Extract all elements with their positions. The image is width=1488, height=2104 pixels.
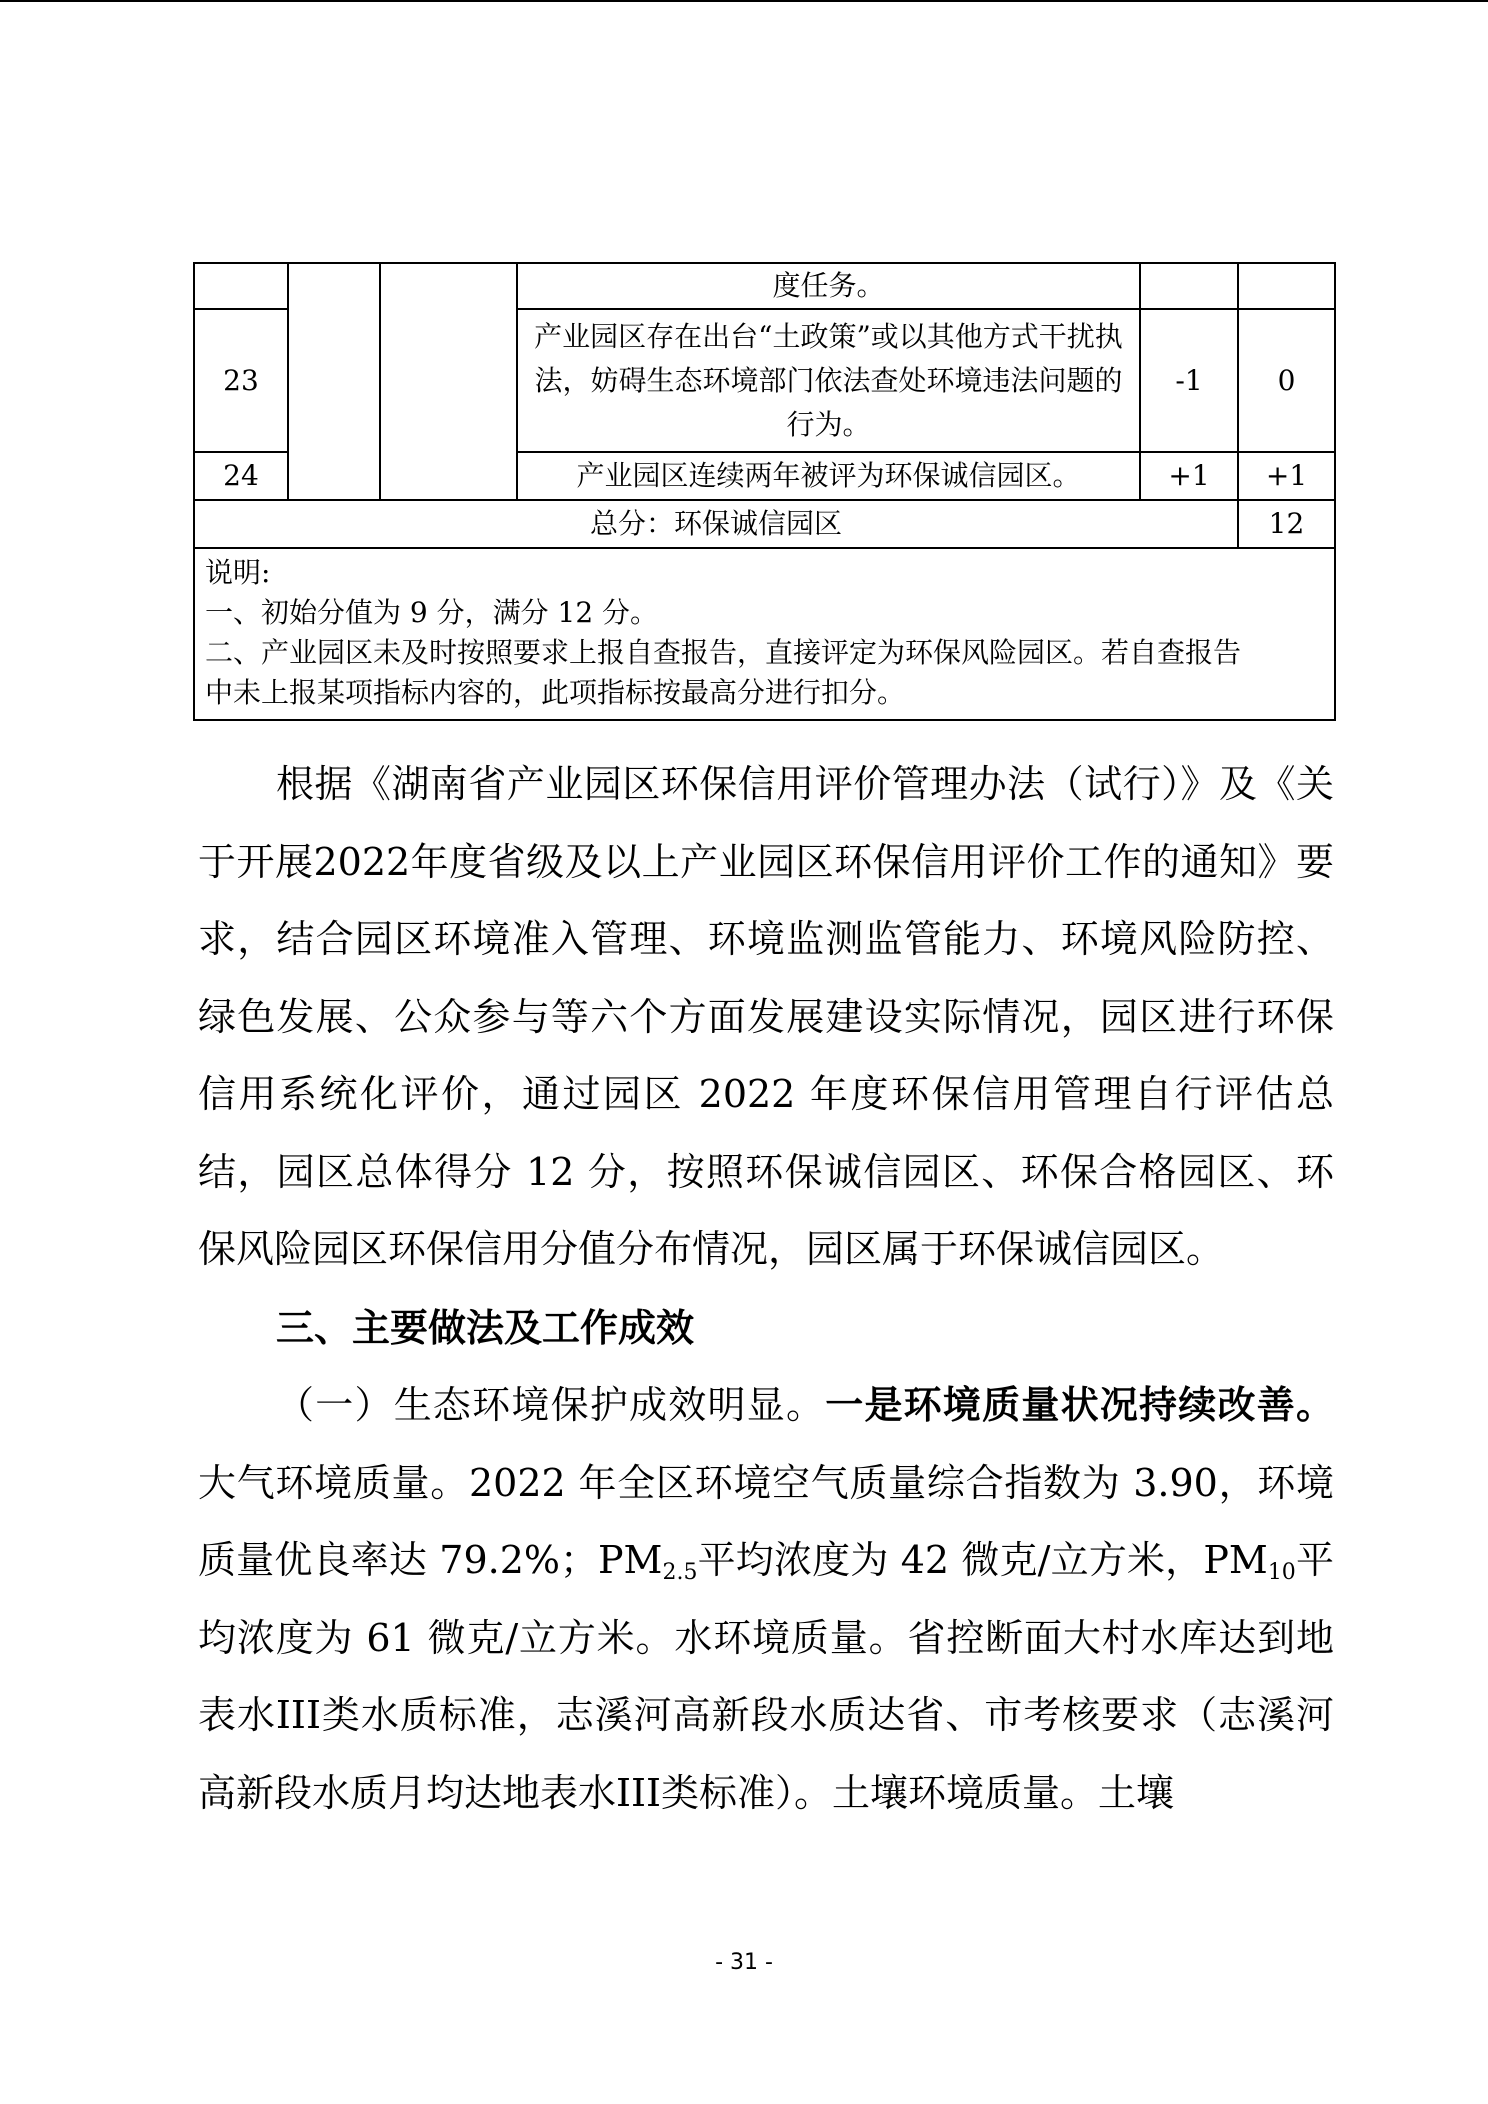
- paragraph-text: 大气环境质量。2022 年全区环境空气质量综合指数为 3.90，环境质量优良率达 79.2%；PM: [198, 1460, 1334, 1582]
- paragraph: 根据《湖南省产业园区环保信用评价管理办法（试行）》及《关于开展2022年度省级及以上产业园区环保信用评价工作的通知》要求，结合园区环境准入管理、环境监测监管能力、环境风险防控、绿色发展、公众参与等六个方面发展建设实际情况，园区进行环保信用系统化评价，通过园区 2022 年度环保信用管理自行评估总结，园区总体得分 12 分，按照环保诚信园区、环保合格园区、环保风险园区环保信用分值分布情况，园区属于环保诚信园区。: [198, 762, 1334, 1271]
- result-cell: 0: [1238, 309, 1335, 452]
- paragraph: [198, 1366, 1334, 1832]
- paragraph-text: 平均浓度为 42 微克/立方米，PM: [697, 1538, 1268, 1582]
- total-label: 总分：环保诚信园区: [194, 500, 1238, 548]
- criteria-cell: 产业园区存在出台“土政策”或以其他方式干扰执法，妨碍生态环境部门依法查处环境违法问题的行为。: [517, 309, 1140, 452]
- notes-line: 一、初始分值为 9 分，满分 12 分。: [205, 596, 659, 629]
- notes-line: 中未上报某项指标内容的，此项指标按最高分进行扣分。: [205, 676, 906, 709]
- paragraph-lead: （一）生态环境保护成效明显。: [276, 1383, 826, 1427]
- criteria-cell: 产业园区连续两年被评为环保诚信园区。: [517, 452, 1140, 500]
- score-cell: +1: [1140, 452, 1238, 500]
- notes-cell: [194, 548, 1335, 720]
- page-number: - 31 -: [715, 1950, 773, 1975]
- body-text: [198, 746, 1334, 1832]
- total-value: 12: [1238, 500, 1335, 548]
- score-cell: -1: [1140, 309, 1238, 452]
- paragraph-text: 平均浓度为 61 微克/立方米。水环境质量。省控断面大村水库达到地表水III类水质标准，志溪河高新段水质达省、市考核要求（志溪河高新段水质月均达地表水III类标准）。土壤环境质量。土壤: [198, 1538, 1334, 1815]
- notes-line: 二、产业园区未及时按照要求上报自查报告，直接评定为环保风险园区。若自查报告: [205, 636, 1242, 669]
- table-row: [194, 263, 1335, 309]
- subscript: 10: [1267, 1560, 1296, 1585]
- row-number: 23: [194, 309, 288, 452]
- number-cell: [194, 263, 288, 309]
- score-cell: [1140, 263, 1238, 309]
- subcategory-cell: [380, 263, 517, 500]
- total-row: [194, 500, 1335, 548]
- credit-score-table: [193, 262, 1336, 721]
- section-heading: 三、主要做法及工作成效: [276, 1304, 695, 1350]
- notes-title: 说明:: [205, 556, 271, 589]
- criteria-cell: 度任务。: [517, 263, 1140, 309]
- category-cell: [288, 263, 380, 500]
- notes-row: [194, 548, 1335, 720]
- top-border-line: [0, 0, 1488, 2]
- result-cell: +1: [1238, 452, 1335, 500]
- subscript: 2.5: [662, 1560, 698, 1585]
- paragraph-bold-lead: 一是环境质量状况持续改善。: [825, 1382, 1334, 1427]
- result-cell: [1238, 263, 1335, 309]
- row-number: 24: [194, 452, 288, 500]
